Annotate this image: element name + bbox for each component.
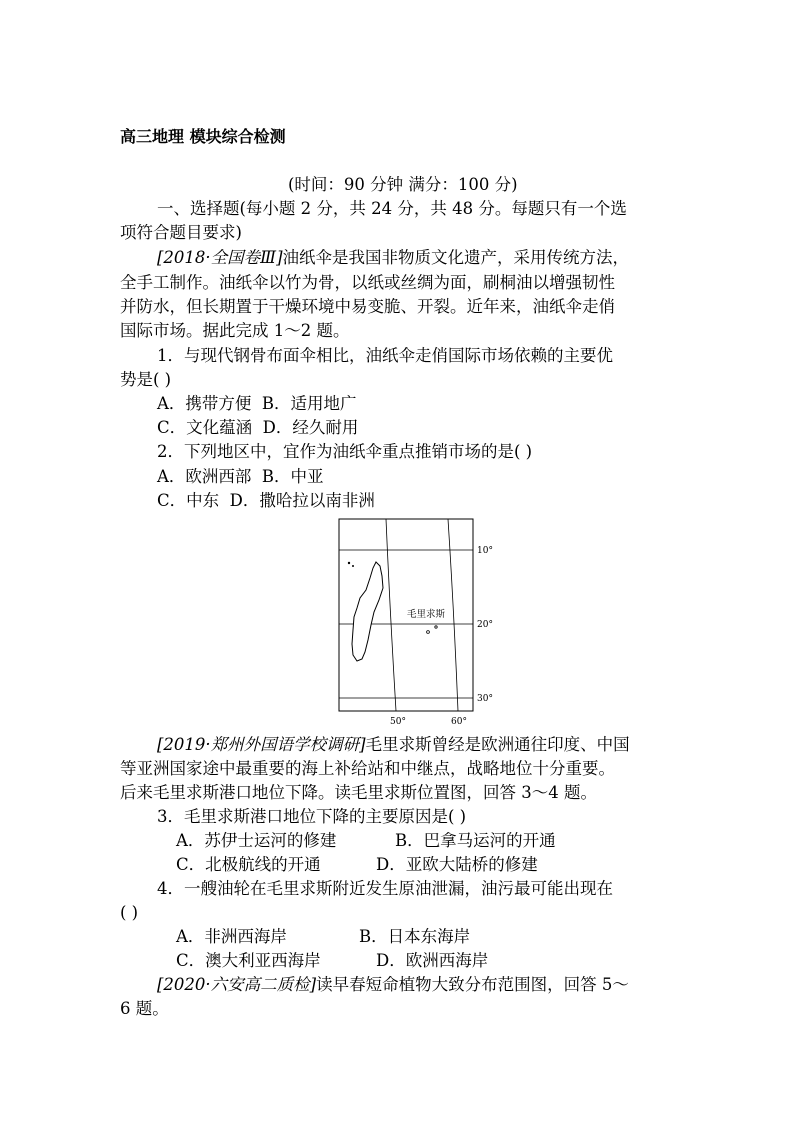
q3-option-a: A．苏伊士运河的修建 — [176, 831, 337, 850]
intro-3-source: [2020·六安高二质检] — [157, 975, 317, 994]
intro-1-source: [2018·全国卷Ⅲ] — [157, 248, 283, 267]
question-1-stem: 1．与现代钢骨布面伞相比，油纸伞走俏国际市场依赖的主要优 — [157, 346, 613, 365]
section-heading-cont: 项符合题目要求) — [120, 223, 242, 242]
lat-label-10: 10° — [477, 546, 493, 556]
question-3-options-row-1 — [176, 830, 556, 852]
intro-2-line-3: 后来毛里求斯港口地位下降。读毛里求斯位置图，回答 3～4 题。 — [120, 783, 597, 802]
q1-option-a: A．携带方便 — [157, 394, 252, 413]
intro-2-line-1 — [157, 734, 630, 756]
q3-option-b: B．巴拿马运河的开通 — [395, 831, 556, 850]
intro-3-line-1 — [157, 974, 629, 996]
mauritius-label: 毛里求斯 — [407, 609, 446, 620]
question-4-options-row-2 — [176, 950, 488, 972]
comoros-island — [352, 565, 354, 567]
mauritius-island — [427, 631, 430, 634]
lon-line-60 — [448, 519, 458, 711]
question-2-options-row-1 — [157, 466, 324, 488]
lon-label-50: 50° — [390, 717, 406, 727]
intro-1-text: 油纸伞是我国非物质文化遗产，采用传统方法， — [282, 248, 630, 267]
question-3-options-row-2 — [176, 854, 538, 876]
q3-option-c: C．北极航线的开通 — [176, 855, 321, 874]
q1-option-b: B．适用地广 — [261, 394, 357, 413]
mauritius-location-map — [330, 512, 493, 728]
q4-option-b: B．日本东海岸 — [359, 927, 471, 946]
lat-label-20: 20° — [477, 620, 493, 630]
lon-line-50 — [386, 519, 396, 711]
q3-option-d: D．亚欧大陆桥的修建 — [376, 855, 538, 874]
q2-option-c: C．中东 — [157, 491, 220, 510]
lon-label-60: 60° — [451, 717, 467, 727]
intro-1-line-3: 并防水，但长期置于干燥环境中易变脆、开裂。近年来，油纸伞走俏 — [120, 297, 615, 316]
question-1-options-row-1 — [157, 393, 357, 415]
q1-option-d: D．经久耐用 — [262, 418, 359, 437]
q2-option-a: A．欧洲西部 — [157, 467, 252, 486]
question-3-stem: 3．毛里求斯港口地位下降的主要原因是( ) — [157, 807, 467, 826]
lat-label-30: 30° — [477, 694, 493, 704]
reunion-island — [435, 626, 437, 628]
comoros-island — [348, 562, 350, 564]
exam-meta: (时间：90 分钟 满分：100 分) — [288, 175, 518, 194]
intro-2-text: 毛里求斯曾经是欧洲通往印度、中国 — [365, 735, 630, 754]
intro-1-line-2: 全手工制作。油纸伞以竹为骨，以纸或丝绸为面，刷桐油以增强韧性 — [120, 273, 615, 292]
madagascar-outline — [352, 562, 383, 661]
question-1-stem-cont: 势是( ) — [120, 370, 172, 389]
question-1-options-row-2 — [157, 417, 358, 439]
q2-option-b: B．中亚 — [261, 467, 324, 486]
page-title: 高三地理 模块综合检测 — [120, 127, 286, 146]
q4-option-d: D．欧洲西海岸 — [376, 951, 489, 970]
intro-1-line-1 — [157, 247, 629, 269]
intro-3-line-2: 6 题。 — [120, 999, 169, 1018]
question-2-options-row-2 — [157, 490, 375, 512]
section-heading: 一、选择题(每小题 2 分，共 24 分，共 48 分。每题只有一个选 — [157, 199, 627, 218]
question-4-stem-cont: ( ) — [120, 903, 139, 922]
q2-option-d: D．撒哈拉以南非洲 — [229, 491, 375, 510]
question-4-options-row-1 — [176, 926, 470, 948]
intro-2-source: [2019·郑州外国语学校调研] — [157, 735, 366, 754]
q4-option-c: C．澳大利亚西海岸 — [176, 951, 321, 970]
q1-option-c: C．文化蕴涵 — [157, 418, 253, 437]
question-2-stem: 2．下列地区中，宜作为油纸伞重点推销市场的是( ) — [157, 442, 533, 461]
intro-2-line-2: 等亚洲国家途中最重要的海上补给站和中继点，战略地位十分重要。 — [120, 759, 615, 778]
q4-option-a: A．非洲西海岸 — [176, 927, 287, 946]
intro-3-text: 读早春短命植物大致分布范围图，回答 5～ — [316, 975, 629, 994]
intro-1-line-4: 国际市场。据此完成 1～2 题。 — [120, 321, 350, 340]
question-4-stem: 4．一艘油轮在毛里求斯附近发生原油泄漏，油污最可能出现在 — [157, 879, 613, 898]
